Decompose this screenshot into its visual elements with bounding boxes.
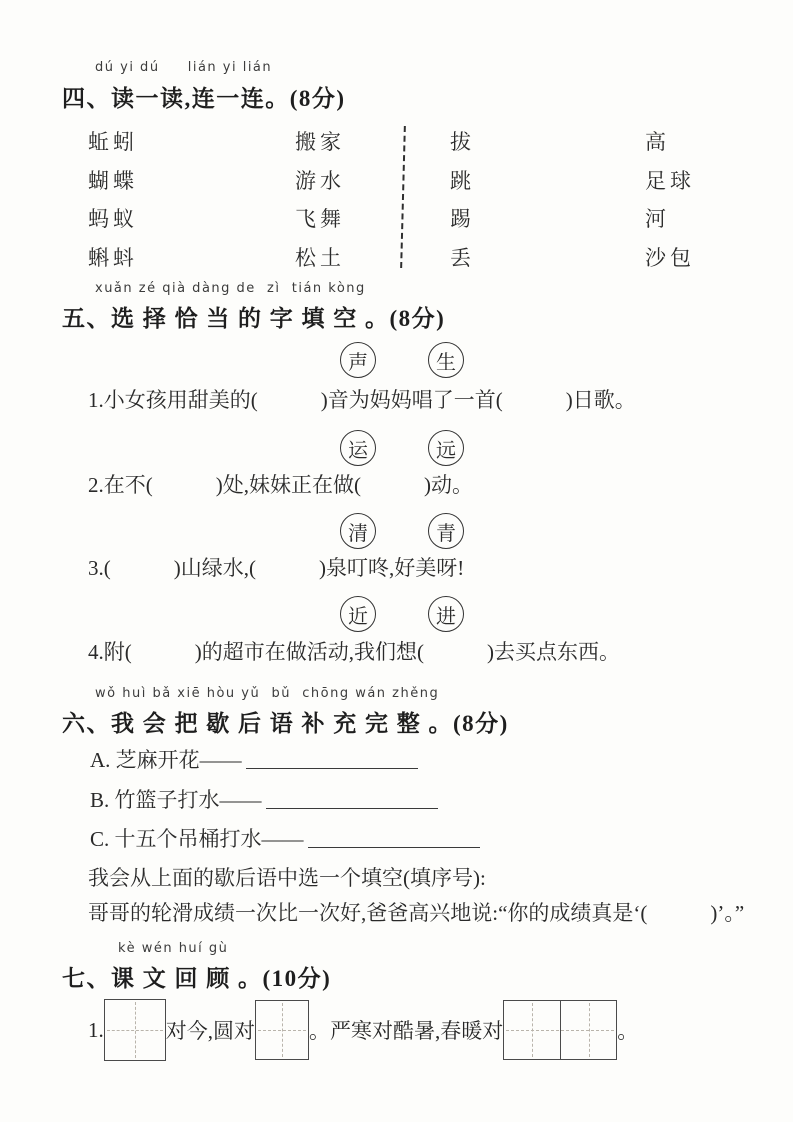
saying-item-b [90,786,438,814]
section-5-pinyin: xuǎn zé qià dàng de zì tián kòng [95,281,366,296]
fill-blank-sentence: 3.( )山绿水,( )泉叮咚,好美呀! [88,556,465,580]
match-item[interactable]: 蝌蚪 [88,245,138,270]
riddle-sentence: 哥哥的轮滑成绩一次比一次好,爸爸高兴地说:“你的成绩真是‘( )’。” [88,901,745,925]
option-circle[interactable]: 运 [340,430,376,466]
saying-item-a [90,746,418,774]
question-text: 。严寒对酷暑,春暖对 [309,1019,504,1043]
match-column-left-targets [295,122,345,276]
match-column-left-items [88,122,138,276]
option-circle[interactable]: 声 [340,342,376,378]
option-pair-3 [340,513,464,549]
match-target[interactable]: 高 [645,130,670,155]
question-text: 对今,圆对 [165,1019,255,1043]
match-item[interactable]: 蚂蚁 [88,207,138,232]
tianzige-guide-line [589,1003,590,1057]
match-divider-line [400,126,406,268]
match-column-right-targets [645,122,695,276]
match-item[interactable]: 拔 [450,130,475,155]
match-target[interactable]: 飞舞 [295,207,345,232]
match-target[interactable]: 沙包 [645,245,695,270]
match-target[interactable]: 足球 [645,168,695,193]
saying-text: B. 竹篮子打水—— [90,788,262,812]
option-pair-2 [340,430,464,466]
tianzige-double-box[interactable] [503,1000,617,1060]
saying-item-c [90,825,480,853]
fill-blank-sentence: 2.在不( )处,妹妹正在做( )动。 [88,473,473,497]
saying-text: C. 十五个吊桶打水—— [90,827,304,851]
answer-blank[interactable] [266,792,438,809]
tianzige-cell[interactable] [504,1001,560,1059]
section-7-title: 七、课 文 回 顾 。(10分) [62,966,332,991]
option-circle[interactable]: 进 [428,596,464,632]
question-number: 1. [88,1017,104,1042]
fill-blank-sentence: 4.附( )的超市在做活动,我们想( )去买点东西。 [88,640,620,664]
tianzige-box[interactable] [104,999,166,1061]
answer-blank[interactable] [246,752,418,769]
option-pair-1 [340,342,464,378]
match-item[interactable]: 蝴蝶 [88,168,138,193]
option-circle[interactable]: 清 [340,513,376,549]
fill-blank-sentence: 1.小女孩用甜美的( )音为妈妈唱了一首( )日歌。 [88,388,636,412]
option-pair-4 [340,596,464,632]
option-circle[interactable]: 近 [340,596,376,632]
review-question-1 [88,998,638,1062]
saying-text: A. 芝麻开花—— [90,748,242,772]
tianzige-guide-line [532,1003,533,1057]
tianzige-box[interactable] [255,1000,309,1060]
match-target[interactable]: 河 [645,207,670,232]
match-item[interactable]: 蚯蚓 [88,130,138,155]
answer-blank[interactable] [308,831,480,848]
section-4-title: 四、读一读,连一连。(8分) [62,86,346,111]
match-item[interactable]: 跳 [450,168,475,193]
match-target[interactable]: 搬家 [295,130,345,155]
match-item[interactable]: 踢 [450,207,475,232]
tianzige-guide-line [282,1003,283,1057]
option-circle[interactable]: 青 [428,513,464,549]
instruction-note: 我会从上面的歇后语中选一个填空(填序号): [88,866,486,890]
section-4-pinyin: dú yi dú lián yi lián [95,60,273,75]
match-target[interactable]: 游水 [295,168,345,193]
section-5-title: 五、选 择 恰 当 的 字 填 空 。(8分) [62,306,446,331]
option-circle[interactable]: 远 [428,430,464,466]
match-target[interactable]: 松土 [295,245,345,270]
section-6-pinyin: wǒ huì bǎ xiē hòu yǔ bǔ chōng wán zhěng [95,686,440,701]
section-7-pinyin: kè wén huí gù [118,941,229,956]
section-6-title: 六、我 会 把 歇 后 语 补 充 完 整 。(8分) [62,711,509,736]
option-circle[interactable]: 生 [428,342,464,378]
tianzige-guide-line [135,1002,136,1058]
tianzige-cell[interactable] [560,1001,617,1059]
match-column-right-items [450,122,475,276]
question-text: 。 [617,1019,639,1043]
match-item[interactable]: 丢 [450,245,475,270]
